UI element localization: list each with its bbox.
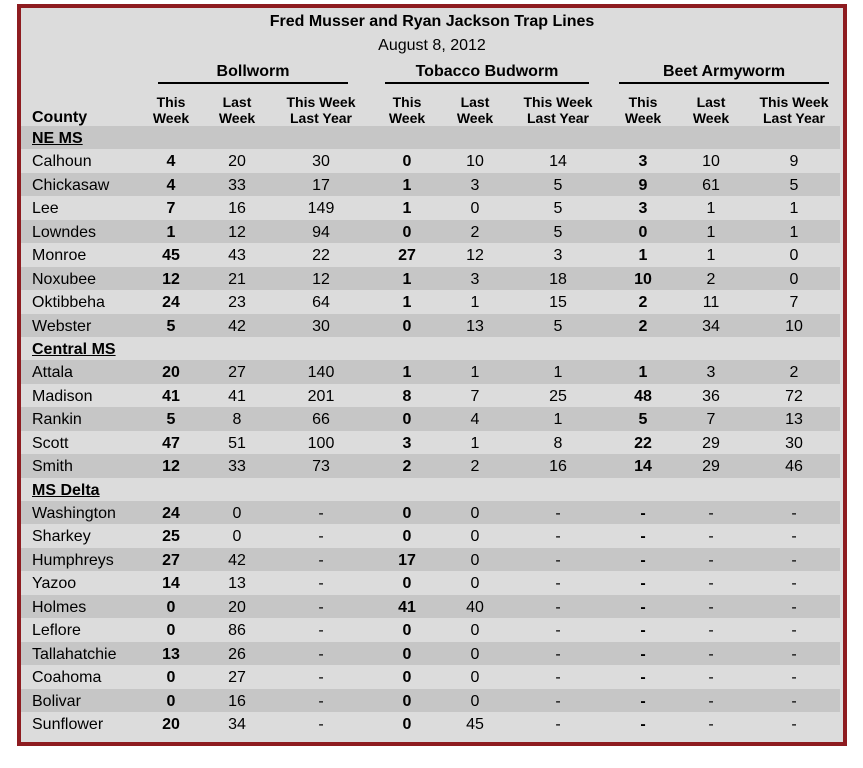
table-row xyxy=(21,267,840,290)
table-cell: 12 xyxy=(312,270,330,288)
trap-lines-table xyxy=(17,4,847,746)
table-row xyxy=(21,220,840,243)
table-row xyxy=(21,689,840,712)
table-row xyxy=(21,618,840,641)
table-cell: 9 xyxy=(789,153,799,171)
table-row xyxy=(21,149,840,172)
table-cell: 0 xyxy=(166,598,176,616)
table-cell: 24 xyxy=(162,505,180,522)
table-cell: 14 xyxy=(549,153,567,171)
table-cell: - xyxy=(640,528,646,546)
table-cell: 12 xyxy=(466,247,484,265)
column-header xyxy=(613,94,673,126)
column-header-line: This xyxy=(156,94,186,110)
table-cell: - xyxy=(640,551,646,569)
table-cell: 27 xyxy=(162,551,180,569)
column-header-line: Week xyxy=(624,110,662,126)
table-cell: 20 xyxy=(228,598,246,616)
column-header xyxy=(513,94,603,126)
table-cell: 5 xyxy=(553,317,563,335)
table-cell: - xyxy=(318,598,324,616)
table-row xyxy=(21,173,840,196)
table-cell: 10 xyxy=(634,270,652,288)
table-cell: - xyxy=(708,551,714,569)
table-cell: 5 xyxy=(553,223,563,241)
table-cell: - xyxy=(791,645,797,663)
table-cell: 0 xyxy=(470,622,480,640)
table-cell: 41 xyxy=(398,598,416,616)
column-header-line: Week xyxy=(152,110,190,126)
table-cell: 25 xyxy=(549,387,567,405)
table-cell: 2 xyxy=(470,223,480,241)
table-cell: - xyxy=(640,505,646,522)
county-name: Lowndes xyxy=(32,223,97,241)
table-cell: - xyxy=(555,551,561,569)
table-row xyxy=(21,196,840,219)
table-cell: 13 xyxy=(785,411,803,429)
table-cell: 21 xyxy=(228,270,246,288)
table-cell: 3 xyxy=(553,247,563,265)
table-cell: - xyxy=(555,575,561,593)
table-cell: 10 xyxy=(785,317,803,335)
county-name: Calhoun xyxy=(32,153,92,171)
table-cell: - xyxy=(555,692,561,710)
group-tobacco-budworm: Tobacco Budworm xyxy=(385,63,589,84)
table-cell: 1 xyxy=(553,411,563,429)
table-cell: 18 xyxy=(549,270,567,288)
column-header-line: Week xyxy=(456,110,494,126)
table-cell: 7 xyxy=(470,387,480,405)
column-header xyxy=(749,94,839,126)
table-cell: 0 xyxy=(470,645,480,663)
section-row xyxy=(21,337,840,360)
table-cell: 1 xyxy=(470,364,480,382)
table-cell: 1 xyxy=(706,247,716,265)
table-cell: 26 xyxy=(228,645,246,663)
table-cell: 24 xyxy=(162,294,180,312)
table-cell: 1 xyxy=(706,200,716,218)
table-cell: 5 xyxy=(166,411,176,429)
table-cell: - xyxy=(555,505,561,522)
table-cell: 0 xyxy=(638,223,648,241)
table-cell: - xyxy=(708,715,714,733)
table-cell: 3 xyxy=(706,364,716,382)
table-cell: 1 xyxy=(470,294,480,312)
table-cell: - xyxy=(318,692,324,710)
table-cell: 5 xyxy=(789,176,799,194)
table-cell: 1 xyxy=(166,223,176,241)
table-row xyxy=(21,407,840,430)
table-cell: - xyxy=(640,598,646,616)
section-row xyxy=(21,478,840,501)
table-cell: - xyxy=(791,528,797,546)
table-cell: - xyxy=(318,669,324,687)
table-cell: 8 xyxy=(402,387,412,405)
table-cell: 0 xyxy=(402,715,412,733)
table-cell: 100 xyxy=(307,434,335,452)
table-cell: 51 xyxy=(228,434,246,452)
county-name: Coahoma xyxy=(32,669,102,687)
table-cell: 20 xyxy=(162,715,180,733)
table-cell: - xyxy=(708,575,714,593)
table-cell: - xyxy=(640,669,646,687)
table-row xyxy=(21,595,840,618)
county-name: Smith xyxy=(32,458,73,476)
column-header xyxy=(377,94,437,126)
table-cell: 14 xyxy=(634,458,652,476)
table-cell: 33 xyxy=(228,176,246,194)
table-cell: - xyxy=(791,669,797,687)
county-name: Attala xyxy=(32,364,73,382)
column-header-line: Last xyxy=(222,94,252,110)
table-cell: 1 xyxy=(402,200,412,218)
table-cell: 1 xyxy=(470,434,480,452)
column-header-line: Last Year xyxy=(289,110,352,126)
table-cell: 30 xyxy=(785,434,803,452)
column-header-line: Week xyxy=(692,110,730,126)
table-cell: 0 xyxy=(470,692,480,710)
table-cell: 2 xyxy=(470,458,480,476)
table-cell: 3 xyxy=(402,434,412,452)
table-cell: 0 xyxy=(470,505,480,522)
column-header-line: Last xyxy=(696,94,726,110)
table-row xyxy=(21,290,840,313)
group-beet-armyworm: Beet Armyworm xyxy=(619,63,829,84)
table-cell: 2 xyxy=(638,317,648,335)
table-cell: 0 xyxy=(470,575,480,593)
table-cell: - xyxy=(708,692,714,710)
table-cell: 23 xyxy=(228,294,246,312)
table-cell: - xyxy=(640,645,646,663)
table-cell: 5 xyxy=(166,317,176,335)
table-cell: 16 xyxy=(549,458,567,476)
table-row xyxy=(21,454,840,477)
county-name: Madison xyxy=(32,387,93,405)
table-cell: 7 xyxy=(166,200,176,218)
table-cell: - xyxy=(708,528,714,546)
table-cell: 1 xyxy=(789,223,799,241)
table-cell: 30 xyxy=(312,317,330,335)
table-cell: 13 xyxy=(228,575,246,593)
county-name: Monroe xyxy=(32,247,87,265)
county-name: Leflore xyxy=(32,622,81,640)
table-cell: 149 xyxy=(307,200,335,218)
table-cell: - xyxy=(318,622,324,640)
table-cell: 12 xyxy=(162,458,180,476)
table-cell: 8 xyxy=(232,411,242,429)
county-name: Webster xyxy=(32,317,92,335)
table-cell: 0 xyxy=(789,270,799,288)
table-cell: - xyxy=(318,505,324,522)
table-cell: 15 xyxy=(549,294,567,312)
section-label: MS Delta xyxy=(32,481,100,499)
table-row xyxy=(21,524,840,547)
table-cell: 34 xyxy=(228,715,246,733)
table-cell: 33 xyxy=(228,458,246,476)
table-row xyxy=(21,314,840,337)
table-cell: 3 xyxy=(638,153,648,171)
table-cell: 22 xyxy=(634,434,652,452)
table-cell: 13 xyxy=(162,645,180,663)
table-cell: 5 xyxy=(638,411,648,429)
table-row xyxy=(21,548,840,571)
county-name: Noxubee xyxy=(32,270,97,288)
table-cell: 0 xyxy=(402,528,412,546)
table-cell: - xyxy=(791,575,797,593)
column-header-line: This Week xyxy=(523,94,593,110)
table-cell: 0 xyxy=(402,622,412,640)
table-row xyxy=(21,243,840,266)
table-cell: - xyxy=(318,645,324,663)
table-row xyxy=(21,384,840,407)
table-cell: 25 xyxy=(162,528,180,546)
column-header-line: Week xyxy=(218,110,256,126)
table-cell: 34 xyxy=(702,317,720,335)
table-cell: - xyxy=(708,645,714,663)
table-cell: 64 xyxy=(312,294,330,312)
table-cell: 5 xyxy=(553,176,563,194)
table-cell: - xyxy=(555,715,561,733)
county-name: Oktibbeha xyxy=(32,294,105,312)
table-cell: 11 xyxy=(702,294,720,312)
table-cell: - xyxy=(791,715,797,733)
section-label: Central MS xyxy=(32,340,116,358)
table-cell: 2 xyxy=(402,458,412,476)
table-cell: - xyxy=(555,645,561,663)
table-cell: 0 xyxy=(166,622,176,640)
table-cell: 0 xyxy=(402,223,412,241)
table-cell: 2 xyxy=(789,364,799,382)
table-cell: 1 xyxy=(706,223,716,241)
table-cell: - xyxy=(708,505,714,522)
table-cell: 4 xyxy=(166,176,176,194)
table-cell: 29 xyxy=(702,458,720,476)
table-cell: 1 xyxy=(402,294,412,312)
table-cell: - xyxy=(555,669,561,687)
column-header-line: This xyxy=(392,94,422,110)
column-header-line: Last Year xyxy=(762,110,825,126)
table-cell: 140 xyxy=(307,364,335,382)
table-cell: 7 xyxy=(789,294,799,312)
table-cell: - xyxy=(640,575,646,593)
county-name: Chickasaw xyxy=(32,176,110,194)
table-cell: 1 xyxy=(789,200,799,218)
table-cell: 7 xyxy=(706,411,716,429)
table-cell: 1 xyxy=(402,270,412,288)
table-cell: 0 xyxy=(166,669,176,687)
table-cell: 16 xyxy=(228,692,246,710)
table-cell: 3 xyxy=(470,176,480,194)
table-cell: 43 xyxy=(228,247,246,265)
table-cell: 14 xyxy=(162,575,180,593)
table-cell: 17 xyxy=(398,551,416,569)
table-cell: 48 xyxy=(634,387,652,405)
table-cell: 0 xyxy=(470,528,480,546)
table-cell: 27 xyxy=(228,364,246,382)
county-name: Holmes xyxy=(32,598,87,616)
table-cell: 46 xyxy=(785,458,803,476)
table-cell: 10 xyxy=(702,153,720,171)
column-header-line: Last Year xyxy=(526,110,589,126)
column-header-line: This xyxy=(628,94,658,110)
table-cell: 66 xyxy=(312,411,330,429)
table-cell: 0 xyxy=(789,247,799,265)
column-header-line: This Week xyxy=(286,94,356,110)
county-name: Washington xyxy=(32,505,116,522)
table-cell: 61 xyxy=(702,176,720,194)
county-name: Sharkey xyxy=(32,528,91,546)
table-cell: 27 xyxy=(398,247,416,265)
table-cell: 42 xyxy=(228,317,246,335)
table-cell: 94 xyxy=(312,223,330,241)
table-cell: 41 xyxy=(162,387,180,405)
table-cell: 0 xyxy=(470,669,480,687)
table-cell: 45 xyxy=(162,247,180,265)
table-cell: 73 xyxy=(312,458,330,476)
column-header xyxy=(681,94,741,126)
table-cell: 45 xyxy=(466,715,484,733)
table-body xyxy=(21,126,840,735)
column-header-line: Week xyxy=(388,110,426,126)
table-cell: - xyxy=(640,692,646,710)
table-cell: 201 xyxy=(307,387,335,405)
table-cell: - xyxy=(791,505,797,522)
table-cell: 12 xyxy=(228,223,246,241)
table-cell: 0 xyxy=(402,645,412,663)
table-cell: 4 xyxy=(470,411,480,429)
table-date: August 8, 2012 xyxy=(378,37,486,54)
column-header xyxy=(207,94,267,126)
table-cell: 5 xyxy=(553,200,563,218)
table-cell: - xyxy=(708,669,714,687)
column-header-line: Last xyxy=(460,94,490,110)
table-cell: 42 xyxy=(228,551,246,569)
table-cell: 86 xyxy=(228,622,246,640)
column-header xyxy=(276,94,366,126)
table-cell: - xyxy=(555,528,561,546)
table-cell: 40 xyxy=(466,598,484,616)
table-cell: 13 xyxy=(466,317,484,335)
table-cell: 0 xyxy=(232,528,242,546)
county-name: Sunflower xyxy=(32,715,104,733)
table-cell: 29 xyxy=(702,434,720,452)
table-cell: 1 xyxy=(553,364,563,382)
county-name: Humphreys xyxy=(32,551,114,569)
table-cell: - xyxy=(318,551,324,569)
table-cell: 27 xyxy=(228,669,246,687)
table-row xyxy=(21,642,840,665)
section-row xyxy=(21,126,840,149)
table-cell: 30 xyxy=(312,153,330,171)
column-header-line: This Week xyxy=(759,94,829,110)
column-header xyxy=(445,94,505,126)
table-cell: - xyxy=(791,598,797,616)
table-row xyxy=(21,501,840,524)
county-name: Rankin xyxy=(32,411,82,429)
table-cell: - xyxy=(708,622,714,640)
county-name: Scott xyxy=(32,434,69,452)
table-cell: 0 xyxy=(166,692,176,710)
section-label: NE MS xyxy=(32,130,83,147)
county-name: Tallahatchie xyxy=(32,645,117,663)
table-cell: 0 xyxy=(232,505,242,522)
county-name: Bolivar xyxy=(32,692,81,710)
table-cell: 1 xyxy=(402,364,412,382)
table-row xyxy=(21,431,840,454)
table-cell: - xyxy=(318,528,324,546)
table-cell: 20 xyxy=(162,364,180,382)
table-cell: 1 xyxy=(638,247,648,265)
county-header: County xyxy=(32,109,88,126)
group-bollworm: Bollworm xyxy=(158,63,348,84)
table-cell: 36 xyxy=(702,387,720,405)
table-row xyxy=(21,360,840,383)
table-cell: - xyxy=(555,598,561,616)
table-row xyxy=(21,665,840,688)
table-cell: 9 xyxy=(638,176,648,194)
table-cell: 0 xyxy=(470,200,480,218)
table-cell: - xyxy=(640,715,646,733)
table-cell: 0 xyxy=(402,505,412,522)
table-cell: - xyxy=(318,715,324,733)
table-cell: 3 xyxy=(470,270,480,288)
table-cell: 10 xyxy=(466,153,484,171)
table-cell: 0 xyxy=(402,317,412,335)
table-cell: 4 xyxy=(166,153,176,171)
table-row xyxy=(21,712,840,735)
table-cell: 0 xyxy=(402,669,412,687)
table-cell: - xyxy=(555,622,561,640)
table-cell: 22 xyxy=(312,247,330,265)
table-cell: 12 xyxy=(162,270,180,288)
table-cell: 41 xyxy=(228,387,246,405)
table-cell: 2 xyxy=(638,294,648,312)
table-cell: 8 xyxy=(553,434,563,452)
table-cell: 0 xyxy=(402,153,412,171)
table-cell: 3 xyxy=(638,200,648,218)
column-header xyxy=(141,94,201,126)
table-cell: - xyxy=(791,551,797,569)
table-cell: - xyxy=(640,622,646,640)
table-cell: 0 xyxy=(470,551,480,569)
county-name: Lee xyxy=(32,200,59,218)
table-title: Fred Musser and Ryan Jackson Trap Lines xyxy=(269,13,595,30)
county-name: Yazoo xyxy=(32,575,77,593)
table-cell: 17 xyxy=(312,176,330,194)
table-cell: 20 xyxy=(228,153,246,171)
table-cell: 16 xyxy=(228,200,246,218)
table-row xyxy=(21,571,840,594)
table-cell: - xyxy=(791,622,797,640)
table-cell: - xyxy=(791,692,797,710)
table-cell: - xyxy=(318,575,324,593)
table-cell: - xyxy=(708,598,714,616)
table-cell: 0 xyxy=(402,692,412,710)
table-cell: 2 xyxy=(706,270,716,288)
table-cell: 0 xyxy=(402,411,412,429)
table-cell: 1 xyxy=(402,176,412,194)
table-cell: 0 xyxy=(402,575,412,593)
table-cell: 1 xyxy=(638,364,648,382)
table-cell: 47 xyxy=(162,434,180,452)
table-cell: 72 xyxy=(785,387,803,405)
